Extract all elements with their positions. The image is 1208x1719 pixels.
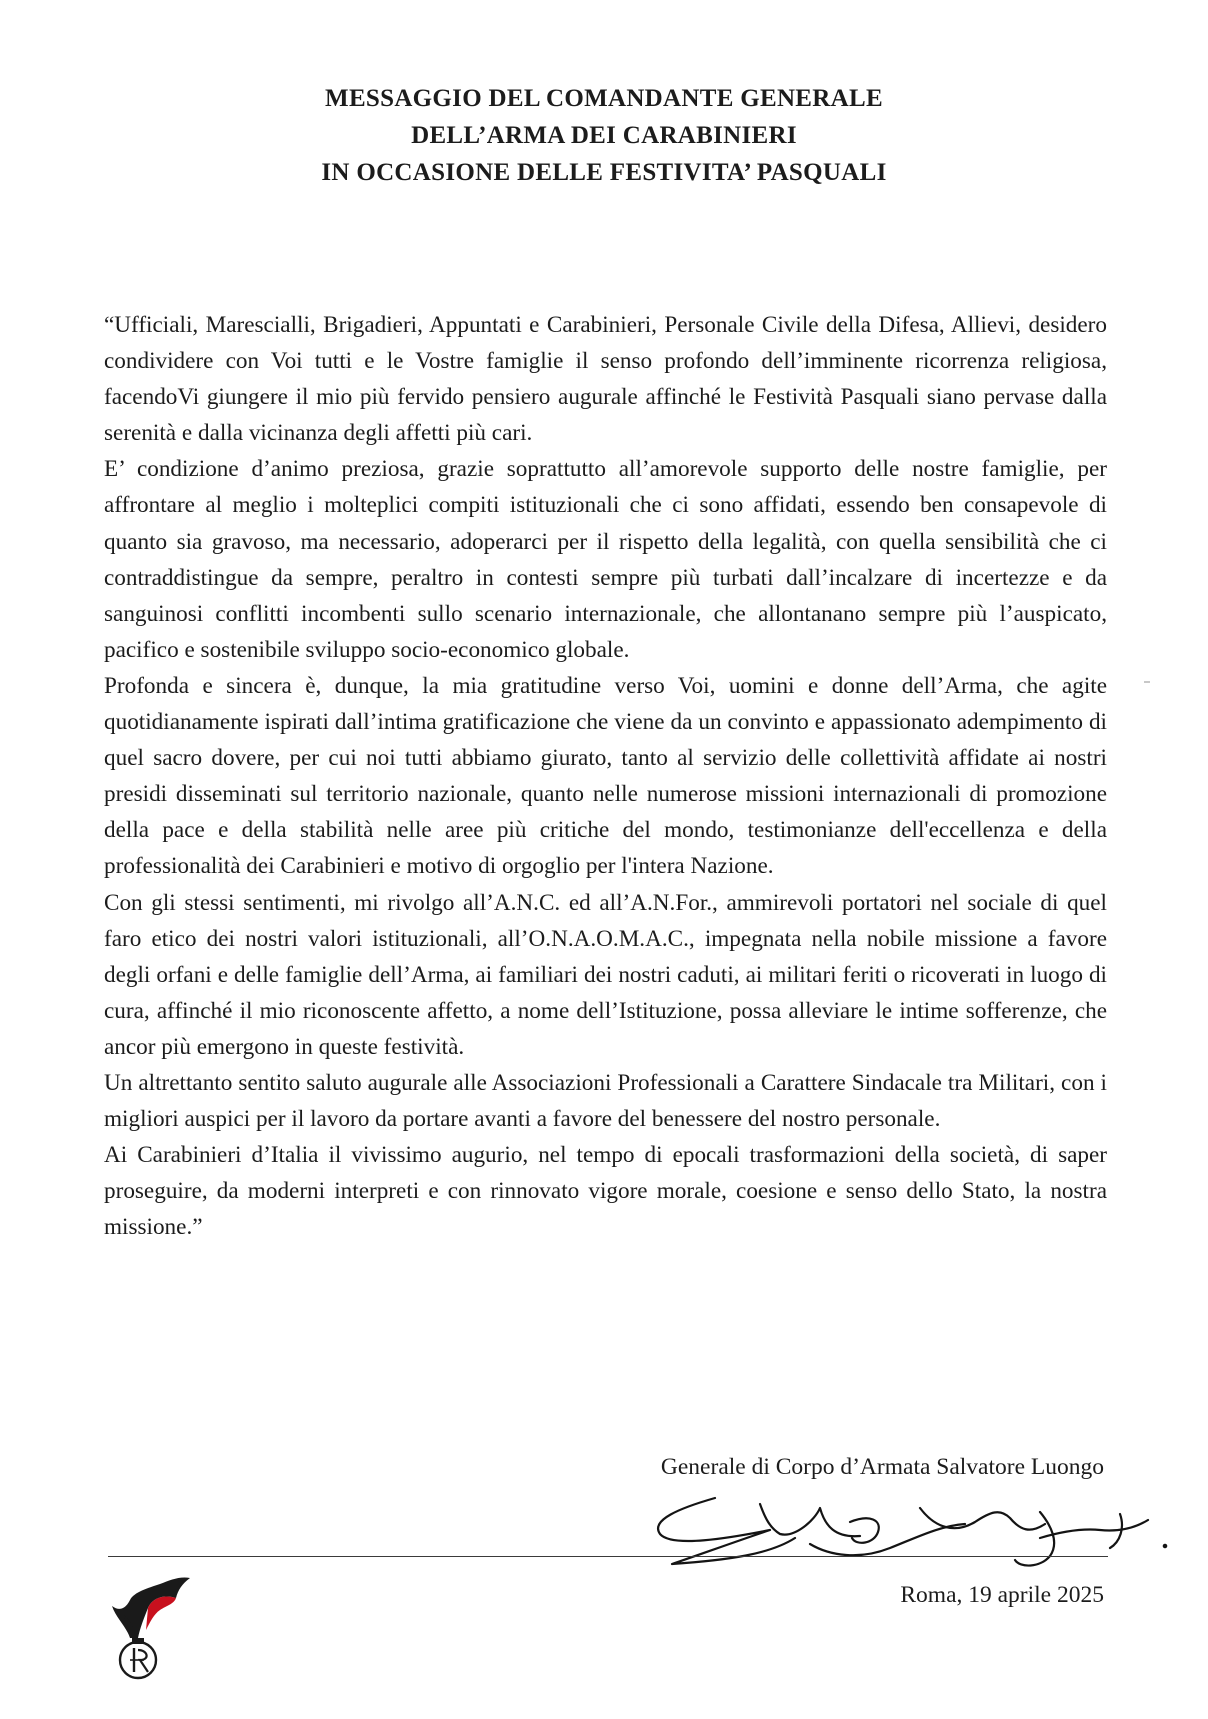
paragraph-5: Un altrettanto sentito saluto augurale alle Associazioni Professionali a Carattere Sindacale tra Militari, con i migliori auspici per il lavoro da portare avanti a favore del benessere del nostro personale. — [104, 1069, 1107, 1133]
carabinieri-grenade-emblem-icon — [108, 1568, 194, 1686]
signer-name: Generale di Corpo d’Armata Salvatore Luongo — [660, 1454, 1104, 1480]
footer-divider — [108, 1556, 1108, 1557]
place-and-date: Roma, 19 aprile 2025 — [900, 1582, 1104, 1608]
paragraph-4: Con gli stessi sentimenti, mi rivolgo all’A.N.C. ed all’A.N.For., ammirevoli portatori nel sociale di quel faro etico dei nostri valori istituzionali, all’O.N.A.O.M.A.C., impegnata nella nobile missione a favore degli orfani e delle famiglie dell’Arma, ai familiari dei nostri caduti, ai militari feriti o ricoverati in luogo di cura, affinché il mio riconoscente affetto, a nome dell’Istituzione, possa alleviare le intime sofferenze, che ancor più emergono in queste festività. — [104, 889, 1107, 1060]
document-title — [0, 80, 1208, 191]
title-line-2: DELL’ARMA DEI CARABINIERI — [411, 122, 797, 149]
paragraph-1: “Ufficiali, Marescialli, Brigadieri, Appuntati e Carabinieri, Personale Civile della Difesa, Allievi, desidero condividere con Voi tutti e le Vostre famiglie il senso profondo dell’imminente ricorrenza religiosa, facendoVi giungere il mio più fervido pensiero augurale affinché le Festività Pasquali siano pervase dalla serenità e dalla vicinanza degli affetti più cari. — [104, 312, 1107, 447]
title-line-3: IN OCCASIONE DELLE FESTIVITA’ PASQUALI — [321, 159, 887, 186]
scan-artifact — [1144, 681, 1150, 683]
handwritten-signature — [620, 1468, 1180, 1578]
paragraph-2: E’ condizione d’animo preziosa, grazie soprattutto all’amorevole supporto delle nostre famiglie, per affrontare al meglio i molteplici compiti istituzionali che ci sono affidati, essendo ben consapevole di quanto sia gravoso, ma necessario, adoperarci per il rispetto della legalità, con quella sensibilità che ci contraddistingue da sempre, peraltro in contesti sempre più turbati dall’incalzare di incertezze e da sanguinosi conflitti incombenti sullo scenario internazionale, che allontanano sempre più l’auspicato, pacifico e sostenibile sviluppo socio-economico globale. — [104, 456, 1107, 663]
title-line-1: MESSAGGIO DEL COMANDANTE GENERALE — [325, 85, 883, 112]
paragraph-3: Profonda e sincera è, dunque, la mia gratitudine verso Voi, uomini e donne dell’Arma, che agite quotidianamente ispirati dall’intima gratificazione che viene da un convinto e appassionato adempimento di quel sacro dovere, per cui noi tutti abbiamo giurato, tanto al servizio delle collettività affidate ai nostri presidi disseminati sul territorio nazionale, quanto nelle numerose missioni internazionali di promozione della pace e della stabilità nelle aree più critiche del mondo, testimonianze dell'eccellenza e della professionalità dei Carabinieri e motivo di orgoglio per l'intera Nazione. — [104, 672, 1107, 880]
message-body — [104, 307, 1107, 1245]
paragraph-6: Ai Carabinieri d’Italia il vivissimo augurio, nel tempo di epocali trasformazioni della società, di saper proseguire, da moderni interpreti e con rinnovato vigore morale, coesione e senso dello Stato, la nostra missione.” — [104, 1142, 1107, 1241]
